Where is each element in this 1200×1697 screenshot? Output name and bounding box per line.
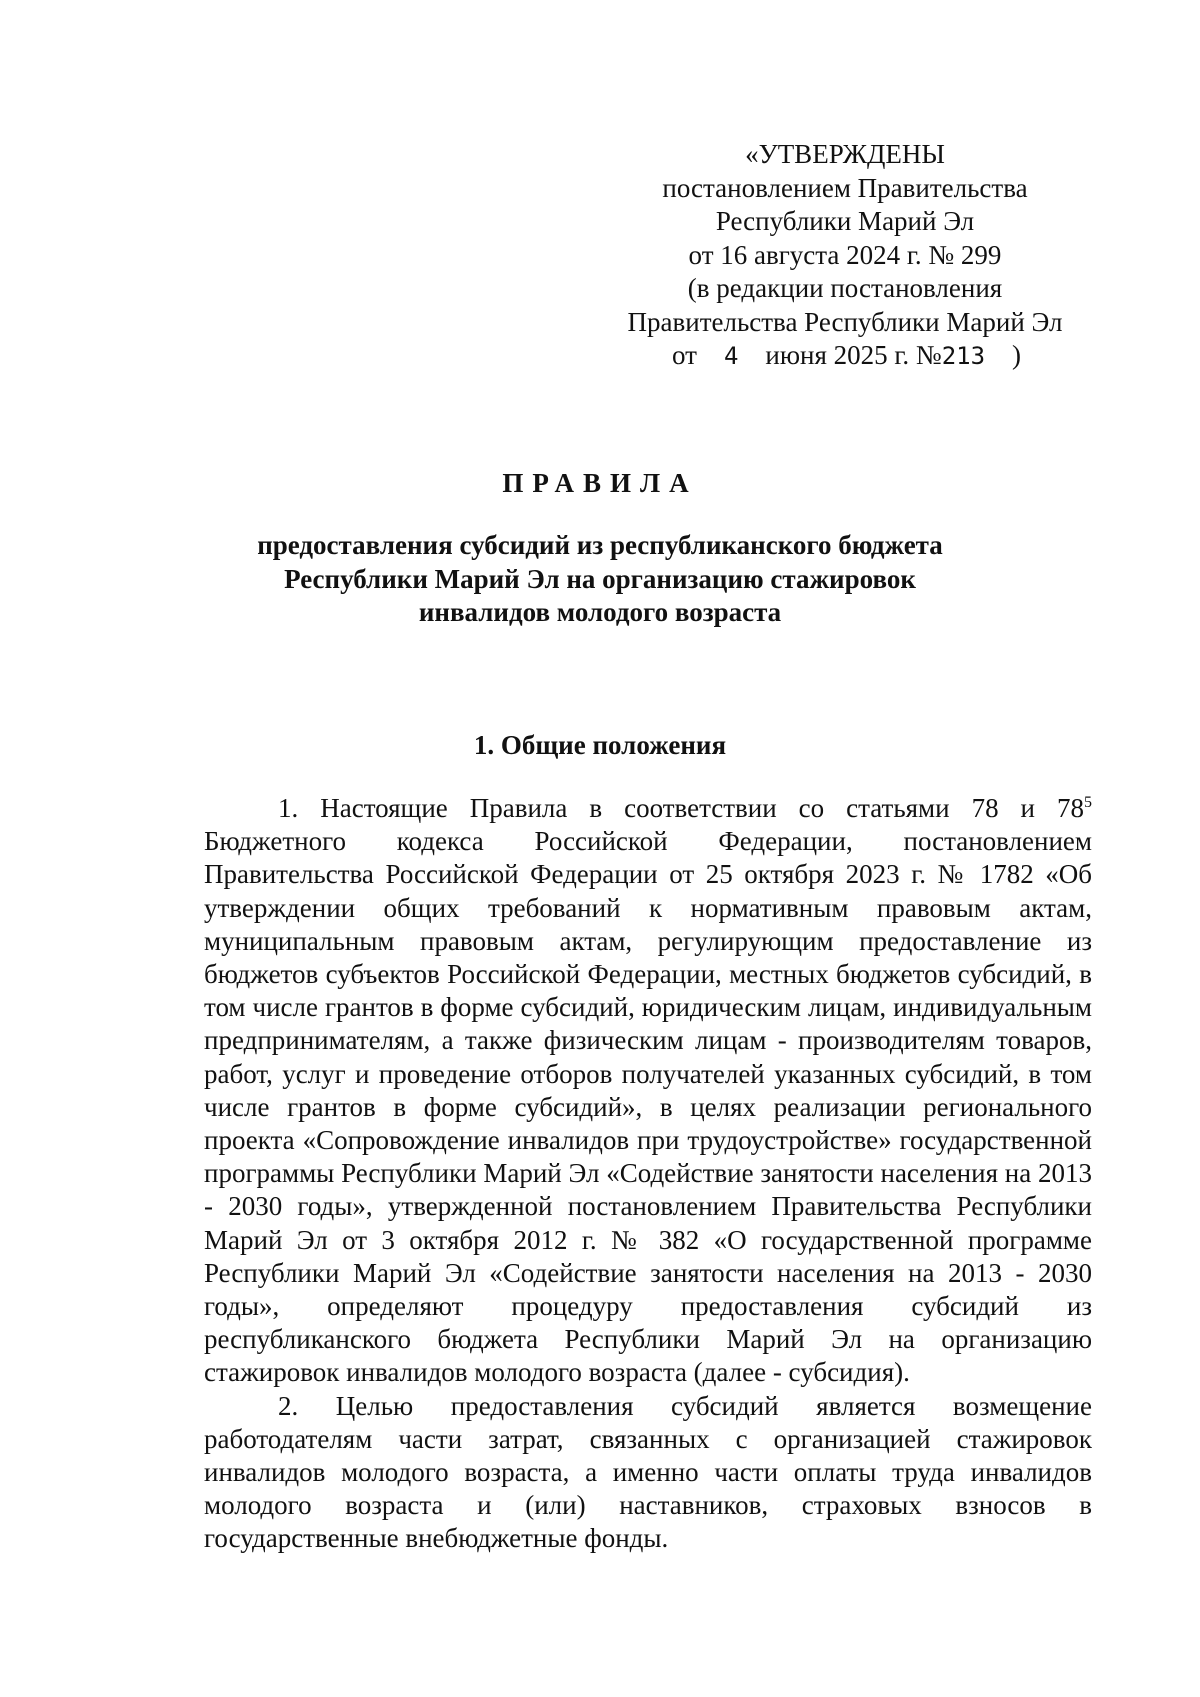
paragraph-2: 2. Целью предоставления субсидий является возмещение работодателям части затрат, связанных с организацией стажировок инвалидов молодого возраста, а именно части оплаты труда инвалидов молодого возраста и (или) наставников, страховых взносов в государственные внебюджетные фонды.: [204, 1390, 1092, 1554]
approval-stamp-block: [610, 138, 1080, 374]
amendment-day: 4: [723, 342, 739, 370]
amendment-month-year: июня 2025 г. №: [765, 340, 942, 370]
article-superscript: 5: [1084, 794, 1092, 811]
document-title: ПРАВИЛА: [502, 468, 698, 498]
subtitle-line: инвалидов молодого возраста: [418, 597, 782, 627]
paragraph-1-lead: 1. Настоящие Правила в соответствии со статьями 78 и 78: [278, 793, 1084, 823]
subtitle-line: Республики Марий Эл на организацию стажировок: [284, 563, 916, 594]
approval-line: Правительства Республики Марий Эл: [627, 306, 1063, 337]
approval-line: Республики Марий Эл: [715, 206, 975, 236]
section-heading: 1. Общие положения: [473, 730, 727, 760]
approval-line: (в редакции постановления: [687, 273, 1003, 303]
amendment-prefix: от: [672, 340, 697, 370]
body-text: [204, 792, 1092, 1556]
approval-line: от 16 августа 2024 г. № 299: [688, 239, 1002, 270]
approval-line: «УТВЕРЖДЕНЫ: [745, 139, 945, 169]
subtitle-line: предоставления субсидий из республиканского бюджета: [257, 530, 943, 560]
amendment-number: 213: [941, 342, 986, 370]
approval-line: постановлением Правительства: [662, 172, 1028, 203]
amendment-close: ): [1012, 340, 1022, 370]
paragraph-1: [204, 792, 1092, 1390]
document-subtitle: [200, 529, 1000, 630]
paragraph-1-rest: Бюджетного кодекса Российской Федерации, постановлением Правительства Российской Федерации от 25 октября 2023 г. № 1782 «Об утверждении общих требований к нормативным правовым актам, муниципальным правовым актам, регулирующим предоставление из бюджетов субъектов Российской Федерации, местных бюджетов субсидий, в том числе грантов в форме субсидий, юридическим лицам, индивидуальным предпринимателям, а также физическим лицам - производителям товаров, работ, услуг и проведение отборов получателей указанных субсидий, в том числе грантов в форме субсидий», в целях реализации регионального проекта «Сопровождение инвалидов при трудоустройстве» государственной программы Республики Марий Эл «Содействие занятости населения на 2013 - 2030 годы», утвержденной постановлением Правительства Республики Марий Эл от 3 октября 2012 г. № 382 «О государственной программе Республики Марий Эл «Содействие занятости населения на 2013 - 2030 годы», определяют процедуру предоставления субсидий из республиканского бюджета Республики Марий Эл на организацию стажировок инвалидов молодого возраста (далее - субсидия).: [204, 826, 1092, 1388]
amendment-date-line: [610, 339, 1080, 374]
